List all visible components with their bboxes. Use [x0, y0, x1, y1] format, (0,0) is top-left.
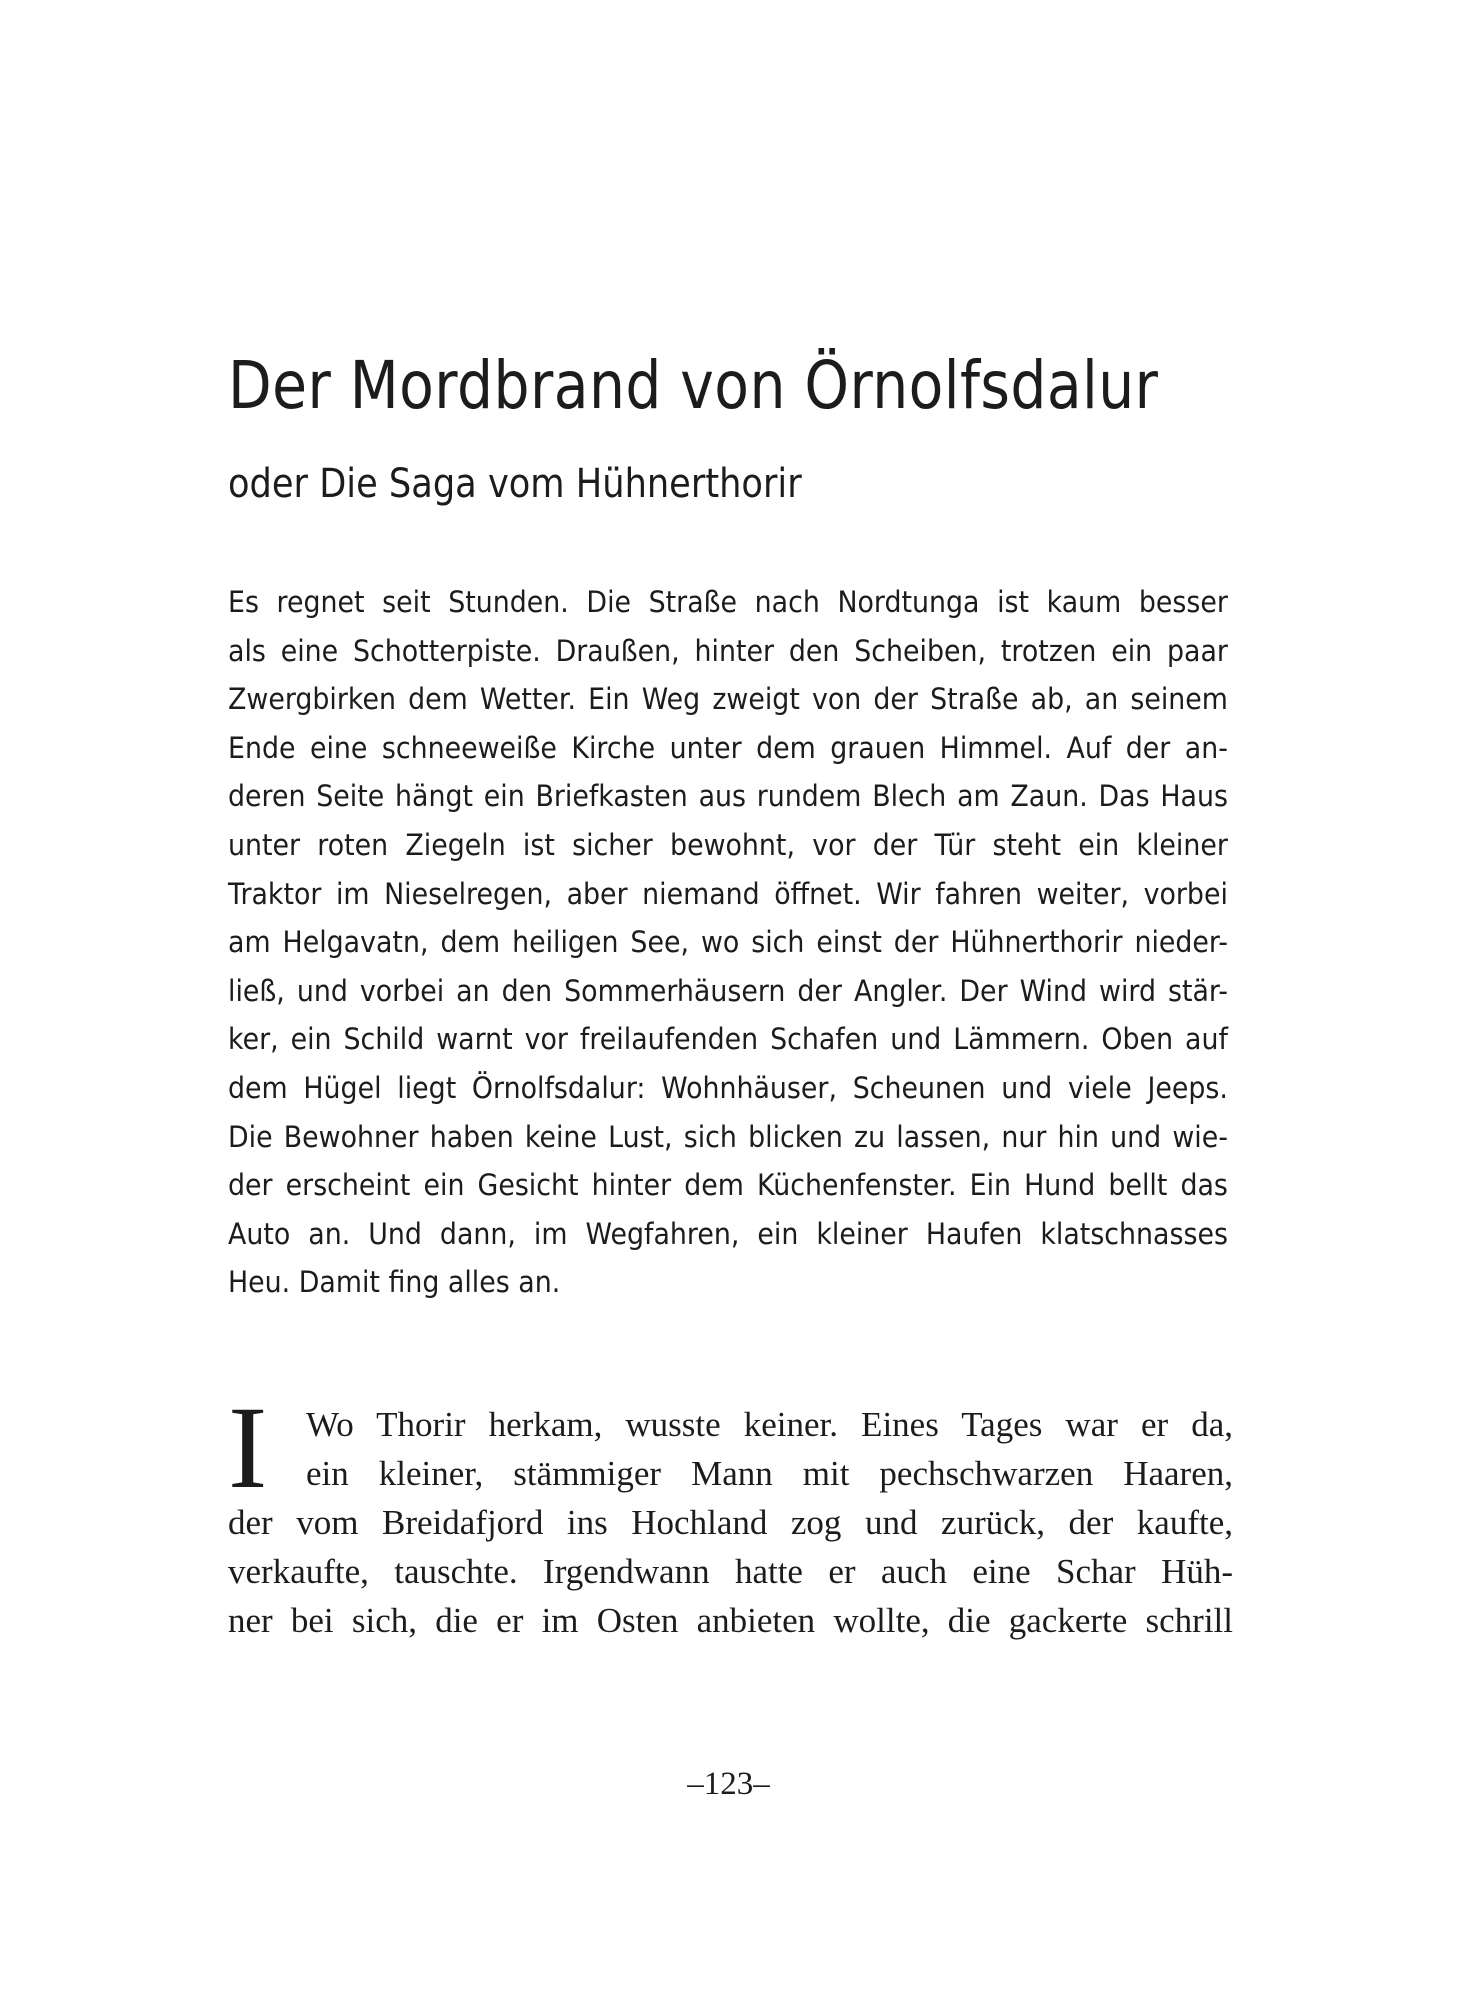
body-line: verkaufte, tauschte. Irgendwann hatte er auch eine Schar Hüh-: [228, 1552, 1233, 1591]
intro-line: ker, ein Schild warnt vor freilaufenden Schafen und Lämmern. Oben auf: [228, 1022, 1228, 1057]
intro-line: Zwergbirken dem Wetter. Ein Weg zweigt von der Straße ab, an seinem: [228, 682, 1228, 717]
intro-line: deren Seite hängt ein Briefkasten aus rundem Blech am Zaun. Das Haus: [228, 779, 1228, 814]
intro-line: ließ, und vorbei an den Sommerhäusern der Angler. Der Wind wird stär-: [228, 973, 1228, 1008]
section-number-drop-cap: I: [228, 1382, 268, 1513]
intro-line: dem Hügel liegt Örnolfsdalur: Wohnhäuser, Scheunen und viele Jeeps.: [228, 1070, 1228, 1105]
page-number: –123–: [687, 1766, 770, 1802]
body-line: ner bei sich, die er im Osten anbieten wollte, die gackerte schrill: [228, 1601, 1233, 1640]
intro-line: der erscheint ein Gesicht hinter dem Küchenfenster. Ein Hund bellt das: [228, 1168, 1228, 1203]
intro-line: als eine Schotterpiste. Draußen, hinter den Scheiben, trotzen ein paar: [228, 633, 1228, 668]
intro-line: Die Bewohner haben keine Lust, sich blicken zu lassen, nur hin und wie-: [228, 1119, 1228, 1154]
intro-line: Ende eine schneeweiße Kirche unter dem grauen Himmel. Auf der an-: [228, 730, 1228, 765]
intro-line: Traktor im Nieselregen, aber niemand öffnet. Wir fahren weiter, vorbei: [228, 876, 1228, 911]
intro-line: am Helgavatn, dem heiligen See, wo sich einst der Hühnerthorir nieder-: [228, 925, 1228, 960]
chapter-title: Der Mordbrand von Örnolfsdalur: [228, 347, 1159, 424]
section-body-text: [228, 1382, 1233, 1645]
body-line: ein kleiner, stämmiger Mann mit pechschwarzen Haaren,: [306, 1454, 1233, 1493]
chapter-subtitle: oder Die Saga vom Hühnerthorir: [228, 461, 802, 507]
body-line: Wo Thorir herkam, wusste keiner. Eines Tages war er da,: [306, 1405, 1233, 1444]
intro-paragraph: [228, 578, 1228, 1307]
intro-line: Auto an. Und dann, im Wegfahren, ein kleiner Haufen klatschnasses: [228, 1216, 1228, 1251]
intro-line: unter roten Ziegeln ist sicher bewohnt, vor der Tür steht ein kleiner: [228, 827, 1228, 862]
intro-line: Es regnet seit Stunden. Die Straße nach Nordtunga ist kaum besser: [228, 585, 1228, 619]
body-line: der vom Breidafjord ins Hochland zog und zurück, der kaufte,: [228, 1503, 1233, 1542]
intro-line: Heu. Damit fing alles an.: [228, 1265, 561, 1300]
